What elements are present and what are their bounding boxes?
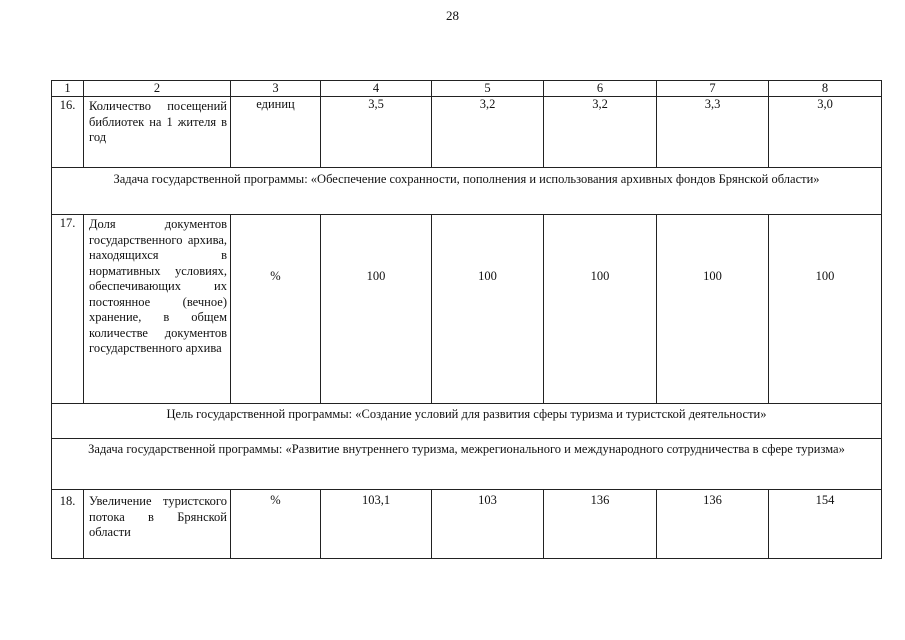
indicator-name: Количество посещений библиотек на 1 жителя в год (84, 97, 231, 168)
value-cell: 103 (432, 490, 544, 559)
unit-cell: % (231, 490, 321, 559)
section-row (52, 439, 882, 490)
table-row (52, 97, 882, 168)
value-cell: 3,2 (432, 97, 544, 168)
unit-cell: % (231, 215, 321, 404)
section-row (52, 404, 882, 439)
indicator-name: Доля документов государственного архива, находящихся в нормативных условиях, обеспечивающих их постоянное (вечное) хранение, в общем количестве документов государственного архива (84, 215, 231, 404)
value-cell: 103,1 (321, 490, 432, 559)
value-cell: 3,0 (769, 97, 882, 168)
row-number: 16. (52, 97, 84, 168)
column-number: 8 (769, 81, 882, 97)
table-row (52, 490, 882, 559)
value-cell: 100 (769, 215, 882, 404)
row-number: 17. (52, 215, 84, 404)
table-row (52, 215, 882, 404)
value-cell: 136 (544, 490, 657, 559)
value-cell: 100 (544, 215, 657, 404)
column-numbers-row (52, 81, 882, 97)
section-heading: Задача государственной программы: «Развитие внутреннего туризма, межрегионального и международного сотрудничества в сфере туризма» (52, 439, 882, 490)
column-number: 2 (84, 81, 231, 97)
section-row (52, 168, 882, 215)
indicator-name: Увеличение туристского потока в Брянской области (84, 490, 231, 559)
value-cell: 100 (657, 215, 769, 404)
row-number: 18. (52, 490, 84, 559)
indicators-table (51, 80, 882, 559)
column-number: 4 (321, 81, 432, 97)
value-cell: 100 (321, 215, 432, 404)
value-cell: 100 (432, 215, 544, 404)
column-number: 1 (52, 81, 84, 97)
value-cell: 154 (769, 490, 882, 559)
column-number: 6 (544, 81, 657, 97)
column-number: 7 (657, 81, 769, 97)
value-cell: 136 (657, 490, 769, 559)
section-heading: Цель государственной программы: «Создание условий для развития сферы туризма и туристской деятельности» (52, 404, 882, 439)
value-cell: 3,3 (657, 97, 769, 168)
value-cell: 3,2 (544, 97, 657, 168)
section-heading: Задача государственной программы: «Обеспечение сохранности, пополнения и использования архивных фондов Брянской области» (52, 168, 882, 215)
column-number: 3 (231, 81, 321, 97)
value-cell: 3,5 (321, 97, 432, 168)
column-number: 5 (432, 81, 544, 97)
page-number: 28 (446, 8, 459, 23)
unit-cell: единиц (231, 97, 321, 168)
